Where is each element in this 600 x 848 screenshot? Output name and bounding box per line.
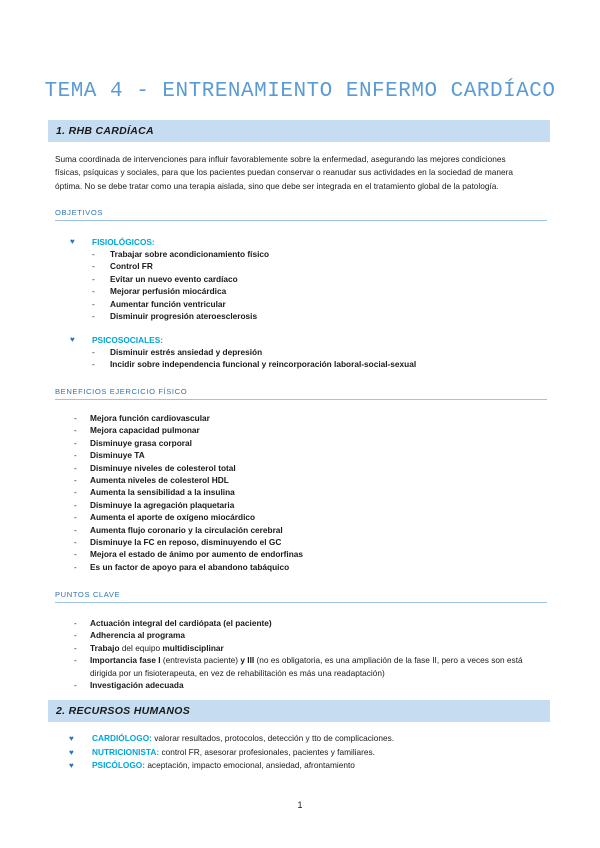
intro-paragraph [55,153,547,193]
list-item: - Trabajo del equipo multidisciplinar [90,642,548,654]
section-heading-text: 2. RECURSOS HUMANOS [56,705,191,717]
section-heading-text: 1. RHB CARDÍACA [56,125,154,137]
heart-icon: ♥ [69,761,74,771]
list-item: - Disminuir progresión ateroesclerosis [110,310,532,322]
puntos-clave-list [90,617,548,691]
list-item: - Aumenta el aporte de oxígeno miocárdico [90,511,550,523]
list-item: - Disminuir estrés ansiedad y depresión [110,346,532,358]
list-item: - Mejora el estado de ánimo por aumento de endorfinas [90,548,550,560]
list-item: ♥ CARDIÓLOGO: valorar resultados, protocolos, detección y tto de complicaciones. [92,732,394,746]
list-item: - Mejora capacidad pulmonar [90,424,550,436]
list-item: ♥ PSICÓLOGO: aceptación, impacto emocional, ansiedad, afrontamiento [92,759,394,773]
intro-line: Suma coordinada de intervenciones para influir favorablemente sobre la enfermedad, asegurando las mejores condiciones [55,154,506,164]
list-item: - Disminuye la FC en reposo, disminuyendo el GC [90,536,550,548]
objetivos-fisiologicos [70,236,532,322]
list-item: - Aumenta niveles de colesterol HDL [90,474,550,486]
fisiologicos-list [110,248,532,322]
page-title: TEMA 4 - ENTRENAMIENTO ENFERMO CARDÍACO [44,80,556,103]
section-heading-rhb [48,120,550,142]
list-item: - Control FR [110,260,532,272]
list-item: - Investigación adecuada [90,679,548,691]
list-item: - Disminuye la agregación plaquetaria [90,499,550,511]
list-item: - Trabajar sobre acondicionamiento físico [110,248,532,260]
intro-line: físicas, psíquicas y sociales, para que los pacientes puedan conservar o reanudar sus actividades en la sociedad de manera [55,167,513,178]
section-heading-recursos [48,700,550,722]
list-item: - Mejora función cardiovascular [90,412,550,424]
group-label: ♥ FISIOLÓGICOS: [70,237,155,247]
list-item: - Aumenta flujo coronario y la circulación cerebral [90,524,550,536]
recursos-humanos-list [69,732,395,773]
list-item: - Incidir sobre independencia funcional y reincorporación laboral-social-sexual [110,358,532,370]
list-item: - Disminuye grasa corporal [90,437,550,449]
list-item: - Actuación integral del cardiópata (el paciente) [90,617,548,629]
objetivos-psicosociales [70,334,532,371]
page-number: 1 [297,800,303,810]
subheading-beneficios: BENEFICIOS EJERCICIO FÍSICO [55,387,547,400]
list-item: - Disminuye TA [90,449,550,461]
list-item: - Disminuye niveles de colesterol total [90,462,550,474]
list-item: - Evitar un nuevo evento cardíaco [110,273,532,285]
subheading-puntos-clave: PUNTOS CLAVE [55,590,547,603]
list-item: - Importancia fase I (entrevista paciente) y III (no es obligatoria, es una ampliación de la fase II, pero a veces son está dirigida por un fisioterapeuta, en vez de rehabilitación es más una readaptación) [90,654,548,679]
intro-line: óptima. No se debe tratar como una terapia aislada, sino que debe ser integrada en el tratamiento global de la patología. [55,180,499,191]
heart-icon: ♥ [69,747,74,757]
heart-icon: ♥ [70,335,75,344]
list-item: - Aumenta la sensibilidad a la insulina [90,486,550,498]
list-item: - Adherencia al programa [90,629,548,641]
psicosociales-list [110,346,532,371]
beneficios-list [90,412,550,573]
list-item: ♥ NUTRICIONISTA: control FR, asesorar profesionales, pacientes y familiares. [92,746,394,760]
heart-icon: ♥ [70,237,75,246]
list-item: - Es un factor de apoyo para el abandono tabáquico [90,561,550,573]
list-item: - Mejorar perfusión miocárdica [110,285,532,297]
subheading-objetivos: OBJETIVOS [55,208,547,221]
group-label: ♥ PSICOSOCIALES: [70,335,163,345]
list-item: - Aumentar función ventricular [110,298,532,310]
heart-icon: ♥ [69,734,74,743]
